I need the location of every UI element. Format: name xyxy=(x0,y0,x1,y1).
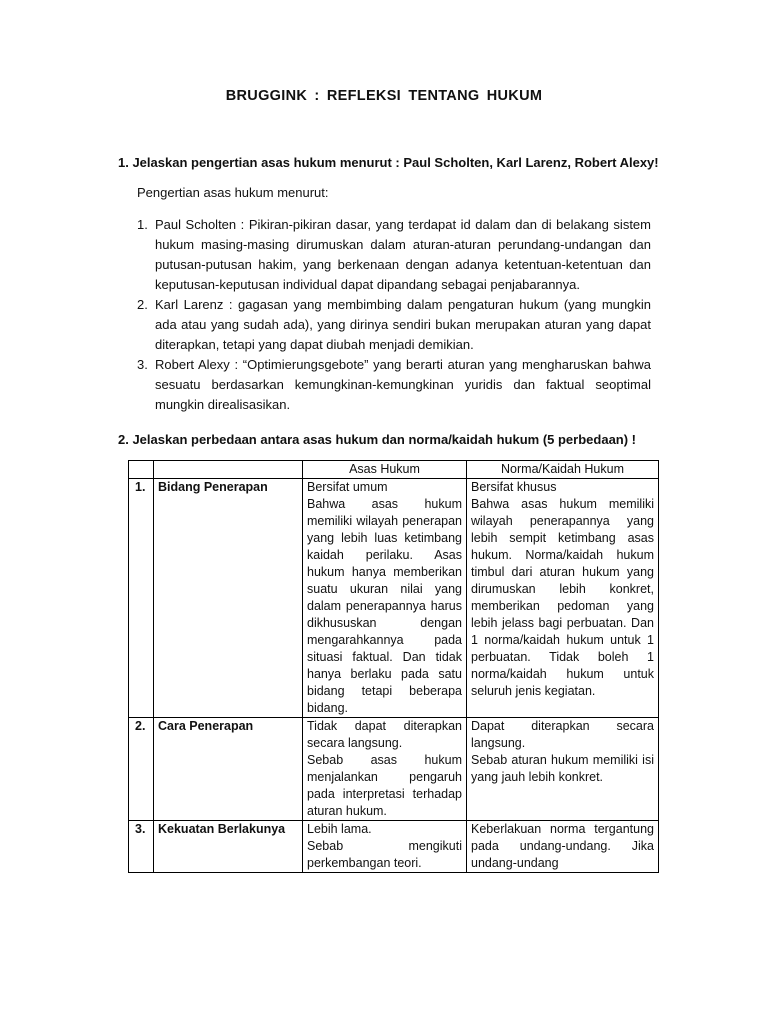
table-row xyxy=(129,821,659,873)
asas-cell xyxy=(303,479,467,718)
question-1: 1. Jelaskan pengertian asas hukum menurut : Paul Scholten, Karl Larenz, Robert Alexy! xyxy=(118,155,659,170)
list-text: Karl Larenz : gagasan yang membimbing dalam pengaturan hukum (yang mungkin ada atau yang sudah ada), yang dirinya sendiri bukan merupakan aturan yang dapat diterapkan, tetapi yang dapat diubah menjadi demikian. xyxy=(155,297,651,352)
norma-summary: Keberlakuan norma tergantung pada undang-undang. Jika undang-undang xyxy=(471,822,654,870)
norma-explanation: Sebab aturan hukum memiliki isi yang jauh lebih konkret. xyxy=(471,753,654,784)
asas-cell xyxy=(303,718,467,821)
list-number: 1. xyxy=(137,217,148,232)
asas-summary: Lebih lama. xyxy=(307,822,372,836)
row-number: 3. xyxy=(129,821,154,873)
asas-cell xyxy=(303,821,467,873)
intro-text: Pengertian asas hukum menurut: xyxy=(137,185,329,200)
asas-explanation: Sebab asas hukum menjalankan pengaruh pada interpretasi terhadap aturan hukum. xyxy=(307,753,462,818)
list-number: 3. xyxy=(137,357,148,372)
norma-summary: Dapat diterapkan secara langsung. xyxy=(471,719,654,750)
table-row xyxy=(129,479,659,718)
comparison-table xyxy=(128,460,659,873)
table-row xyxy=(129,718,659,821)
norma-summary: Bersifat khusus xyxy=(471,480,557,494)
row-number: 1. xyxy=(129,479,154,718)
row-aspect: Cara Penerapan xyxy=(154,718,303,821)
asas-summary: Tidak dapat diterapkan secara langsung. xyxy=(307,719,462,750)
list-item xyxy=(137,215,651,295)
table-header-row xyxy=(129,461,659,479)
document-title: BRUGGINK : REFLEKSI TENTANG HUKUM xyxy=(225,88,543,104)
definition-list xyxy=(137,215,651,415)
list-number: 2. xyxy=(137,297,148,312)
header-norma-kaidah: Norma/Kaidah Hukum xyxy=(467,461,659,479)
header-cell xyxy=(154,461,303,479)
question-2: 2. Jelaskan perbedaan antara asas hukum dan norma/kaidah hukum (5 perbedaan) ! xyxy=(118,432,637,447)
norma-cell xyxy=(467,718,659,821)
list-text: Robert Alexy : “Optimierungsgebote” yang berarti aturan yang mengharuskan bahwa sesuatu berdasarkan kemungkinan-kemungkinan yuridis dan faktual seoptimal mungkin direalisasikan. xyxy=(155,357,651,412)
list-text: Paul Scholten : Pikiran-pikiran dasar, yang terdapat id dalam dan di belakang sistem hukum masing-masing dirumuskan dalam aturan-aturan perundang-undangan dan putusan-putusan hakim, yang berkenaan dengan adanya ketentuan-ketentuan dan keputusan-keputusan individual dapat dipandang sebagai penjabarannya. xyxy=(155,217,651,292)
header-cell xyxy=(129,461,154,479)
header-asas-hukum: Asas Hukum xyxy=(303,461,467,479)
row-aspect: Kekuatan Berlakunya xyxy=(154,821,303,873)
asas-summary: Bersifat umum xyxy=(307,480,388,494)
norma-explanation: Bahwa asas hukum memiliki wilayah penerapannya yang lebih sempit ketimbang asas hukum. Norma/kaidah hukum timbul dari aturan hukum yang dirumuskan lebih konkret, memberikan pedoman yang lebih jelass bagi perbuatan. Dan 1 norma/kaidah hukum untuk 1 perbuatan. Tidak boleh 1 norma/kaidah hukum untuk seluruh jenis kegiatan. xyxy=(471,497,654,698)
norma-cell xyxy=(467,479,659,718)
row-number: 2. xyxy=(129,718,154,821)
asas-explanation: Sebab mengikuti perkembangan teori. xyxy=(307,839,462,870)
row-aspect: Bidang Penerapan xyxy=(154,479,303,718)
asas-explanation: Bahwa asas hukum memiliki wilayah penerapan yang lebih luas ketimbang kaidah perilaku. Asas hukum hanya memberikan suatu ukuran nilai yang dalam penerapannya harus dikhususkan dengan mengarahkannya pada situasi faktual. Dan tidak hanya berlaku pada satu bidang tetapi beberapa bidang. xyxy=(307,497,462,715)
norma-cell xyxy=(467,821,659,873)
list-item xyxy=(137,355,651,415)
list-item xyxy=(137,295,651,355)
